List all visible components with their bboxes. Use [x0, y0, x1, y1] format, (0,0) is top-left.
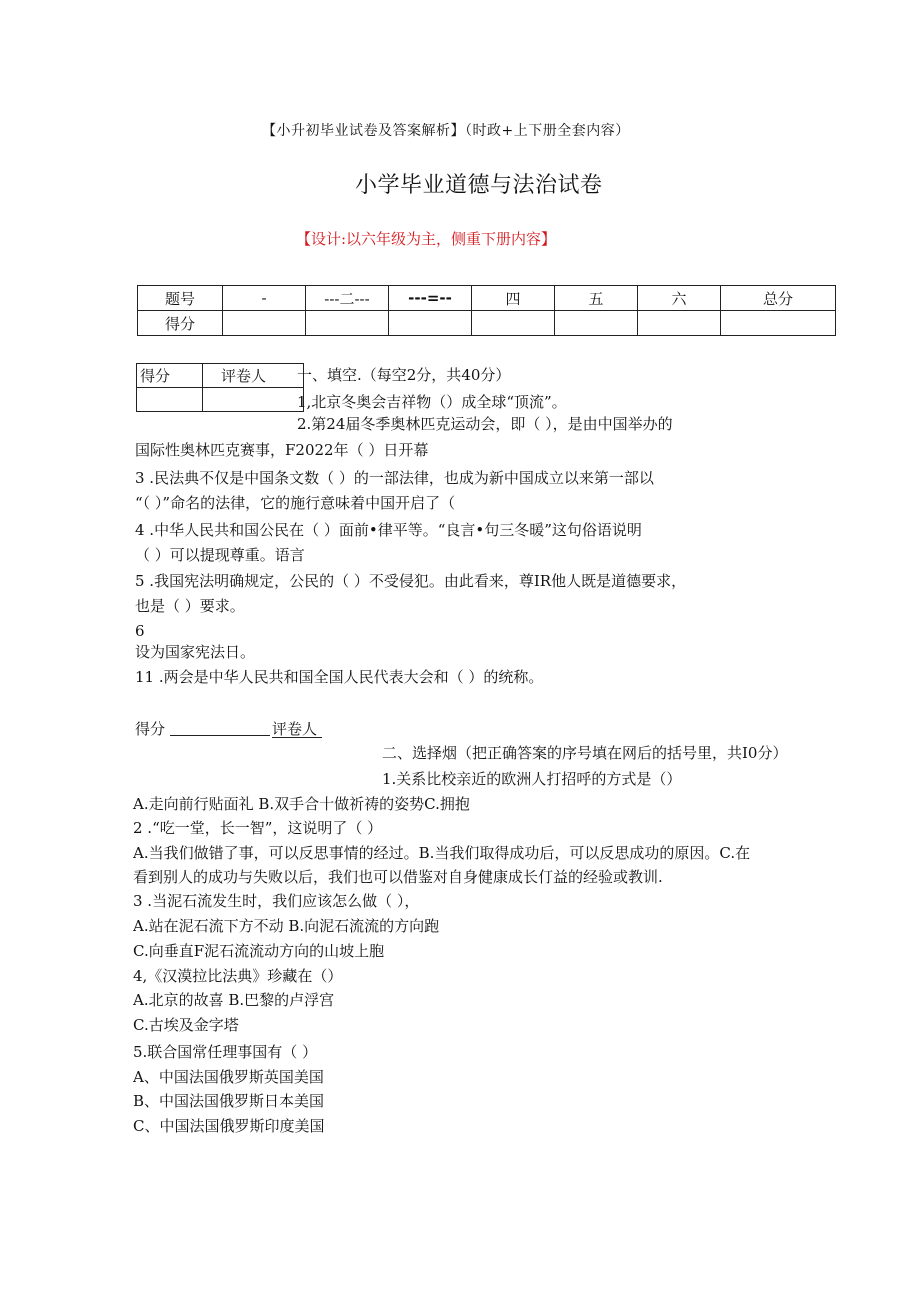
score-header-cell: 五: [555, 286, 638, 311]
section1-line: 11 .两会是中华人民共和国全国人民代表大会和（ ）的统称。: [135, 668, 544, 686]
score-cell[interactable]: [721, 311, 836, 336]
section2-line: A.北京的故喜 B.巴黎的卢浮宫: [133, 991, 335, 1009]
section2-grader-label: 评卷人: [272, 720, 318, 738]
score-cell[interactable]: [389, 311, 472, 336]
score-header-cell: 六: [638, 286, 721, 311]
score-header-cell: ---二---: [306, 286, 389, 311]
score-cell[interactable]: [472, 311, 555, 336]
score-cell[interactable]: [223, 311, 306, 336]
score-header-cell: 总分: [721, 286, 836, 311]
grader-underline: [272, 737, 322, 738]
section2-line: 1.关系比校亲近的欧洲人打招呼的方式是（）: [382, 770, 682, 788]
section2-heading: 二、选择烟（把正确答案的序号填在网后的括号里，共I0分）: [382, 744, 788, 762]
score-header-cell: ---=--: [389, 286, 472, 311]
section1-line: 3 .民法典不仅是中国条文数（ ）的一部法律，也成为新中国成立以来第一部以: [135, 469, 654, 487]
grader-score-label: 得分: [137, 364, 203, 388]
section2-line: 看到别人的成功与失败以后，我们也可以借鉴对自身健康成长仃益的经验或教训.: [133, 868, 663, 886]
score-header-cell: 四: [472, 286, 555, 311]
score-header-cell: 题号: [138, 286, 223, 311]
section2-line: A.站在泥石流下方不动 B.向泥石流流的方向跑: [133, 917, 440, 935]
grader-score-cell[interactable]: [137, 388, 203, 412]
section2-line: A、中国法国俄罗斯英国美国: [133, 1068, 324, 1086]
score-cell[interactable]: [638, 311, 721, 336]
section1-line: 5 .我国宪法明确规定，公民的（ ）不受侵犯。由此看来，尊IR他人既是道德要求，: [135, 572, 687, 590]
section1-line: 也是（ ）要求。: [135, 597, 245, 615]
score-cell[interactable]: [306, 311, 389, 336]
section1-line: 2.第24届冬季奥林匹克运动会，即（ ），是由中国举办的: [297, 415, 673, 433]
document-banner: 【小升初毕业试卷及答案解析】（时政+上下册全套内容）: [262, 123, 630, 139]
section1-line: 设为国家宪法日。: [135, 643, 256, 661]
section1-line: 国际性奥林匹克赛事，F2022年（ ）日开幕: [135, 441, 429, 459]
section2-line: 2 .“吃一堂，长一智”，这说明了（ ）: [133, 819, 383, 837]
section2-line: B、中国法国俄罗斯日本美国: [133, 1092, 325, 1110]
score-row-label: 得分: [138, 311, 223, 336]
score-table: [137, 285, 836, 336]
exam-title: 小学毕业道德与法治试卷: [355, 173, 603, 198]
section2-line: A.当我们做错了事，可以反思事情的经过。B.当我们取得成功后，可以反思成功的原因。C.在: [133, 844, 751, 862]
section1-line: 1,北京冬奥会吉祥物（）成全球“顶流”。: [297, 393, 567, 411]
section2-line: C.向垂直F泥石流流动方向的山坡上胞: [133, 942, 385, 960]
score-cell[interactable]: [555, 311, 638, 336]
design-note: 【设计:以六年级为主，侧重下册内容】: [296, 230, 557, 248]
section1-heading: 一、填空.（每空2分，共40分）: [297, 366, 511, 384]
score-table-header-row: [138, 286, 836, 311]
section1-grader-table: [136, 363, 304, 412]
grader-name-cell[interactable]: [203, 388, 304, 412]
grader-name-label: 评卷人: [203, 364, 304, 388]
section1-line: 6: [135, 622, 145, 640]
section2-line: C、中国法国俄罗斯印度美国: [133, 1117, 325, 1135]
section2-line: A.走向前行贴面礼 B.双手合十做祈祷的姿势C.拥抱: [133, 795, 470, 813]
score-header-cell: -: [223, 286, 306, 311]
section2-line: 5.联合国常任理事国有（ ）: [133, 1043, 318, 1061]
section2-score-label: 得分: [135, 720, 166, 738]
score-underline: [170, 735, 270, 736]
section1-line: “（ ）”命名的法律，它的施行意味着中国开启了（: [135, 494, 456, 512]
section2-line: 4,《汉漠拉比法典》珍藏在（）: [133, 967, 343, 985]
section1-line: 4 .中华人民共和国公民在（ ）面前•律平等。“良言•句三冬暖”这句俗语说明: [135, 521, 642, 539]
score-table-score-row: [138, 311, 836, 336]
section1-line: （ ）可以提现尊重。语言: [135, 546, 305, 564]
section2-line: C.古埃及金字塔: [133, 1016, 239, 1034]
section2-line: 3 .当泥石流发生时，我们应该怎么做（ ），: [133, 892, 420, 910]
